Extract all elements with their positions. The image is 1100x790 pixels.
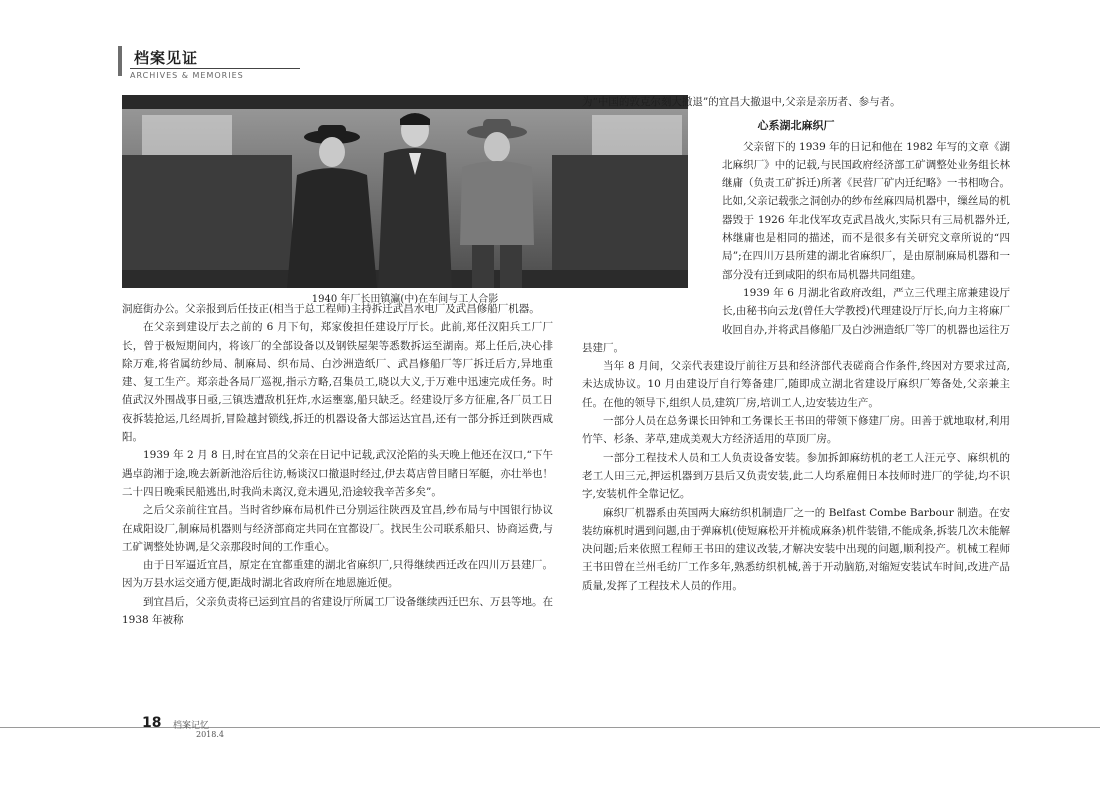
paragraph: 麻织厂机器系由英国两大麻纺织机制造厂之一的 Belfast Combe Barbour 制造。在安装纺麻机时遇到问题,由于弹麻机(使短麻松开并梳成麻条)机件装错,不能成条,拆装几次未能解决问题;后来依照工程师王书田的建议改装,才解决安装中出现的问题,顺利投产。机械工程师王书田曾在兰州毛纺厂工作多年,熟悉纺织机械,善于开动脑筋,对缩短安装试车时间,改进产品质量,发挥了工程技术人员的作用。 [582, 506, 1010, 592]
photo-wrap-space [582, 138, 722, 329]
header-rule [130, 68, 300, 69]
paragraph: 到宜昌后，父亲负责将已运到宜昌的省建设厅所属工厂设备继续西迁巴东、万县等地。在 1938 年被称 [122, 595, 553, 627]
paragraph: 父亲留下的 1939 年的日记和他在 1982 年写的文章《湖北麻织厂》中的记载,与民国政府经济部工矿调整处业务组长林继庸（负责工矿拆迁)所著《民营厂矿内迁纪略》一书相吻合。比如,父亲记载张之洞创办的纱布丝麻四局机器中，缫丝局的机器毁于 1926 年北伐军攻克武昌战火,实际只有三局机器外迁,林继庸也是相同的描述，而不是很多有关研究文章所说的“四局”;在四川万县所建的湖北省麻织厂，是由原制麻局机器和一部分没有迁到咸阳的织布局机器共同组建。 [722, 140, 1010, 281]
column-title: 档案见证 [134, 49, 199, 67]
section-heading: 心系湖北麻织厂 [757, 119, 835, 133]
header-accent-bar [118, 46, 122, 76]
paragraph: 1939 年 2 月 8 日,时在宜昌的父亲在日记中记载,武汉沦陷的头天晚上他还在汉口,“下午遇卓韵湘于途,晚去新新池浴后往访,畅谈汉口撤退时经过,伊去葛店曾目睹日军艇，亦壮举也！二十四日晚乘民船逃出,时我尚未离汉,竟未遇见,沿途较我辛苦多矣”。 [122, 449, 553, 498]
paragraph: 在父亲到建设厅去之前的 6 月下旬，郑家俊担任建设厅厅长。此前,郑任汉阳兵工厂厂长，曾于极短期间内，将该厂的全部设备以及钢铁屋架等悉数拆运至湖南。郑上任后,决心排除万难,将省属纺纱局、制麻局、织布局、白沙洲造纸厂、武昌修船厂等厂拆迁后方,异地重建、复工生产。郑亲赴各局厂巡视,指示方略,召集员工,晓以大义,于万难中迅速完成任务。时值武汉外围战事日亟,三镇迭遭敌机狂炸,水运壅塞,船只缺乏。经建设厅多方征雇,各厂员工日夜拆装抢运,几经周折,冒险越封锁线,拆迁的机器设备大部运达宜昌,还有一部分拆迁到陕西咸阳。 [122, 321, 553, 444]
magazine-name: 档案记忆 [173, 721, 210, 731]
issue-date: 2018.4 [196, 730, 224, 739]
paragraph: 当年 8 月间，父亲代表建设厅前往万县和经济部代表磋商合作条件,终因对方要求过高,未达成协议。10 月由建设厅自行筹备建厂,随即成立湖北省建设厅麻织厂筹备处,父亲兼主任。在他的领导下,组织人员,建筑厂房,培训工人,边安装边生产。 [582, 360, 1010, 409]
page-number: 18 [142, 715, 162, 731]
paragraph: 洞庭街办公。父亲报到后任技正(相当于总工程师)主持拆迁武昌水电厂及武昌修船厂机器。 [122, 303, 540, 315]
left-text-column [122, 300, 553, 629]
paragraph: 由于日军逼近宜昌，原定在宜都重建的湖北省麻织厂,只得继续西迁改在四川万县建厂。因为万县水运交通方便,距战时湖北省政府所在地恩施近便。 [122, 559, 553, 590]
photo-caption: 1940 年厂长田镇瀛(中)在车间与工人合影 [311, 294, 499, 305]
right-text-column [582, 93, 1010, 595]
paragraph: 1939 年 6 月湖北省政府改组，严立三代理主席兼建设厅长,由秘书向云龙(曾任大学教授)代理建设厅厅长,向力主将麻厂收回自办,并将武昌修船厂及白沙洲造纸厂等厂的机器也运往万县建厂。 [582, 286, 1010, 354]
paragraph: 一部分人员在总务课长田钟和工务课长王书田的带领下修建厂房。田善于就地取材,利用竹竿、杉条、茅草,建成美观大方经济适用的草顶厂房。 [582, 415, 1010, 446]
footer-rule [0, 727, 1100, 728]
column-subtitle: ARCHIVES & MEMORIES [130, 71, 244, 80]
paragraph: 一部分工程技术人员和工人负责设备安装。参加拆卸麻纺机的老工人汪元亨、麻织机的老工人田三元,押运机器到万县后又负责安装,此二人均系雇佣日本技师时进厂的学徒,均不识字,安装机件全靠记忆。 [582, 451, 1010, 501]
paragraph: 为“中国的敦克尔刻大撤退”的宜昌大撤退中,父亲是亲历者、参与者。 [582, 96, 901, 108]
paragraph: 之后父亲前往宜昌。当时省纱麻布局机件已分别运往陕西及宜昌,纱布局与中国银行协议在咸阳设厂,制麻局机器则与经济部商定共同在宜都设厂。找民生公司联系船只、协商运费,与工矿调整处协调,是父亲那段时间的工作重心。 [122, 504, 553, 553]
